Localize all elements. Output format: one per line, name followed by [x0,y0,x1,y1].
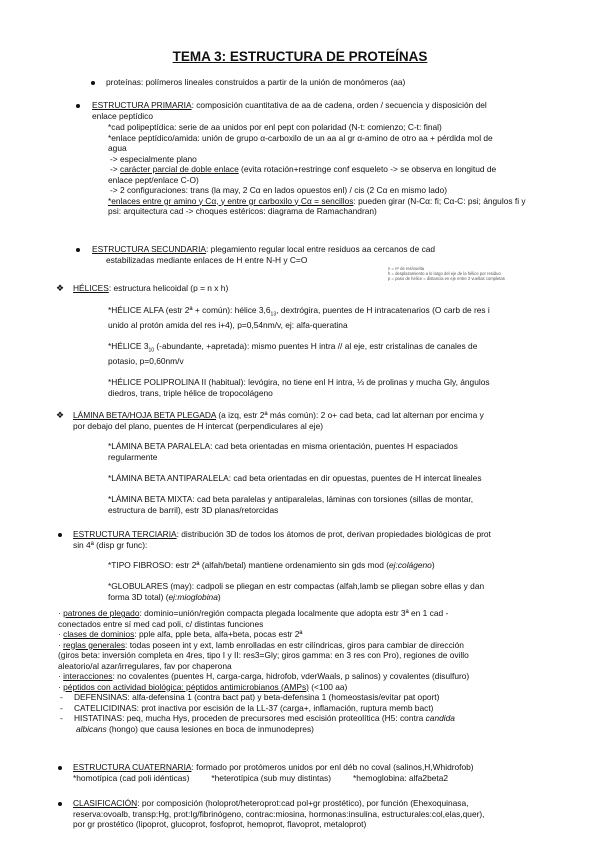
cuaternaria-heading: ESTRUCTURA CUATERNARIA [73,762,192,772]
primaria-line-2: *enlace peptídico/amida: unión de grupo α-carboxilo de un aa al gr α-amino de otro aa + pérdida mol de [108,132,493,143]
primaria-line-3: agua [108,143,127,153]
primaria-section [92,100,572,121]
clasificacion-section: CLASIFICACIÓN: por composición (holoprot/heteroprot:cad pol+gr prostético), por función (Ehexoquinasa, reserva:ovoalb, transp:Hg, prot:Ig/fibrinógeno, contrac:miosina, hormonas:insulina, estructurales:col,elas,quer), por gr prostético (lipoprot, glucoprot, fosfoprot, hemoprot, flavoprot, metaloprot) [73,798,485,829]
histatinas-line: - HISTATINAS: peq, mucha Hys, proceden de precursores med escisión proteolítica (H5: contra candida [60,713,455,723]
helice-310: *HÉLICE $3_{10}$ (-abundante, +apretada): mismo puentes H intra // al eje, estr cristalinas de canales de potasio, p=0,60nm/v [108,341,478,367]
secundaria-heading: ESTRUCTURA SECUNDARIA [92,244,207,254]
terciaria-details: · patrones de plegado: dominio=unión/región compacta plegada localmente que adopta estr 3ª en 1 cad - conectados entre sí med cad poli, c/ distintas funciones · clases de dominios: pple alfa, pple beta, alfa+beta, pocas estr 2ª · reglas generales: todas poseen int y ext, lamb enrolladas en estr cilíndricas, giros para cambiar de dirección (giros beta: inversión completa en 4res, tipo I y II: res3=Gly; giros gamma: en 3 res con Pro), regiones de ovillo aleatorio/al azar/irregulares, fav por chaperona · interacciones: no covalentes (puentes H, carga-carga, hidrofob, vderWaals, p salinos) y covalentes (disulfuro) · péptidos con actividad biológica: péptidos antimicrobianos (AMPs) (<100 aa) - DEFENSINAS: alfa-defensina 1 (contra bact pat) y beta-defensina 1 (homeostasis/evitar pat oport) - CATELICIDINAS: prot inactiva por escisión de la LL-37 (carga+, inflamación, ruptura memb bact) - HISTATINAS: peq, mucha Hys, proceden de precursores med escisión proteolítica (H5: contra candida albicans (hongo) que causa lesiones en boca de inmunodepres) [58,608,578,734]
helix-note-1: n = nº de res/vuelta [388,266,425,271]
diamond-bullet-icon: ❖ [56,283,65,293]
catelicidinas-line: - CATELICIDINAS: prot inactiva por escisión de la LL-37 (carga+, inflamación, ruptura memb bact) [60,702,434,713]
primaria-line-9: psi: arquitectura cad -> choques estéricos: diagrama de Ramachandran) [108,206,377,216]
tipo-fibroso: *TIPO FIBROSO: estr 2ª (alfah/betal) mantiene ordenamiento sin gds mod (ej:colágeno) [108,560,435,570]
primaria-line-7: -> 2 configuraciones: trans (la may, 2 Cα en lados opuestos enl) / cis (2 Cα en mismo lado) [110,185,447,195]
bullet-dot [91,81,95,85]
secundaria-desc2: estabilizadas mediante enlaces de H entre N-H y C=O [106,254,308,265]
bullet-dot [58,802,62,806]
primaria-line-5: -> carácter parcial de doble enlace (evita rotación+restringe conf esqueleto -> se observa en longitud de [110,164,497,174]
primaria-desc2: enlace peptídico [92,110,153,121]
primaria-line-4: -> especialmente plano [110,153,197,164]
helice-alfa: *HÉLICE ALFA (estr 2ª + común): hélice $3,6_{13}$, dextrógira, puentes de H intracatenarios (O carb de res i unido al protón amida del res i+4), p=0,54nm/v, ej: alfa-queratina [108,305,490,331]
defensinas-line: - DEFENSINAS: alfa-defensina 1 (contra bact pat) y beta-defensina 1 (homeostasis/evitar pat oport) [60,692,440,702]
helices-heading-line [73,283,228,294]
helices-heading: HÉLICES [73,283,109,293]
cuaternaria-section: ESTRUCTURA CUATERNARIA: formado por protómeros unidos por enl déb no coval (salinos,H,Whidrofob) *homotípica (cad poli idénticas) *heterotípica (sub muy distintas) *hemoglobina: alfa2beta2 [73,762,474,783]
lamina-paralela: *LÁMINA BETA PARALELA: cad beta orientadas en misma orientación, puentes H espaciados regularmente [108,441,458,462]
terciaria-heading: ESTRUCTURA TERCIARIA [73,529,177,539]
lamina-heading: LÁMINA BETA/HOJA BETA PLEGADA [73,410,217,420]
lamina-section: LÁMINA BETA/HOJA BETA PLEGADA (a izq, estr 2ª más común): 2 o+ cad beta, cad lat alternan por encima y por debajo del plano, puentes de H intercat (perpendiculares al eje) [73,410,484,431]
histatinas-line-2: albicans (hongo) que causa lesiones en boca de inmunodepres) [76,723,314,734]
secundaria-desc: : plegamiento regular local entre residuos aa cercanos de cad [206,244,436,254]
intro-line [106,77,405,88]
bullet-dot [76,248,80,252]
bullet-dot [58,533,62,537]
primaria-desc: : composición cuantitativa de aa de cadena, orden / secuencia y disposición del [191,100,487,110]
primaria-line-6: enlace pept/enlace C-O) [108,174,199,185]
globulares: *GLOBULARES (may): cadpoli se pliegan en estr compactas (alfah,lamb se pliegan sobre ellas y dan forma 3D total) (ej:mioglobina) [108,581,485,602]
primaria-line-8: *enlaces entre gr amino y Cα, y entre gr carboxilo y Cα = sencillos: pueden girar (N-Cα: fi; Cα-C: psi; ángulos fi y [108,195,526,206]
diamond-bullet-icon: ❖ [56,410,65,420]
bullet-dot [58,766,62,770]
doble-enlace-term: carácter parcial de doble enlace [120,164,239,174]
helice-poliprolina: *HÉLICE POLIPROLINA II (habitual): levógira, no tiene enl H intra, ⅓ de prolinas y mucha Gly, ángulos diedros, trans, triple hélice de tropocolágeno [108,377,490,398]
clasificacion-heading: CLASIFICACIÓN [73,798,138,808]
lamina-mixta: *LÁMINA BETA MIXTA: cad beta paralelas y antiparalelas, láminas con torsiones (sillas de montar, estructura de barril), estr 3D planas/retorcidas [108,494,474,515]
helix-note-2: h = desplazamiento a lo largo del eje de la hélice por residuo [388,271,501,276]
primaria-details [108,122,578,217]
terciaria-section: ESTRUCTURA TERCIARIA: distribución 3D de todos los átomos de prot, derivan propiedades biológicas de prot sin 4ª (disp gr func): [73,529,491,550]
helix-note-3: p = paso de hélice = distancia en eje entre 2 vueltas completas [388,276,505,281]
bullet-dot [76,104,80,108]
secundaria-section [92,244,572,265]
primaria-line-1: *cad polipeptídica: serie de aa unidos por enl pept con polaridad (N-t: comienzo; C-t: final) [108,122,442,132]
lamina-antiparalela: *LÁMINA BETA ANTIPARALELA: cad beta orientadas en dir opuestas, puentes de H intercat lineales [108,473,482,483]
primaria-heading: ESTRUCTURA PRIMARIA [92,100,192,110]
helices-desc: : estructura helicoidal (p = n x h) [108,283,229,293]
page-title: TEMA 3: ESTRUCTURA DE PROTEÍNAS [172,49,428,64]
intro-text: proteínas: polímeros lineales construidos a partir de la unión de monómeros (aa) [106,77,406,87]
